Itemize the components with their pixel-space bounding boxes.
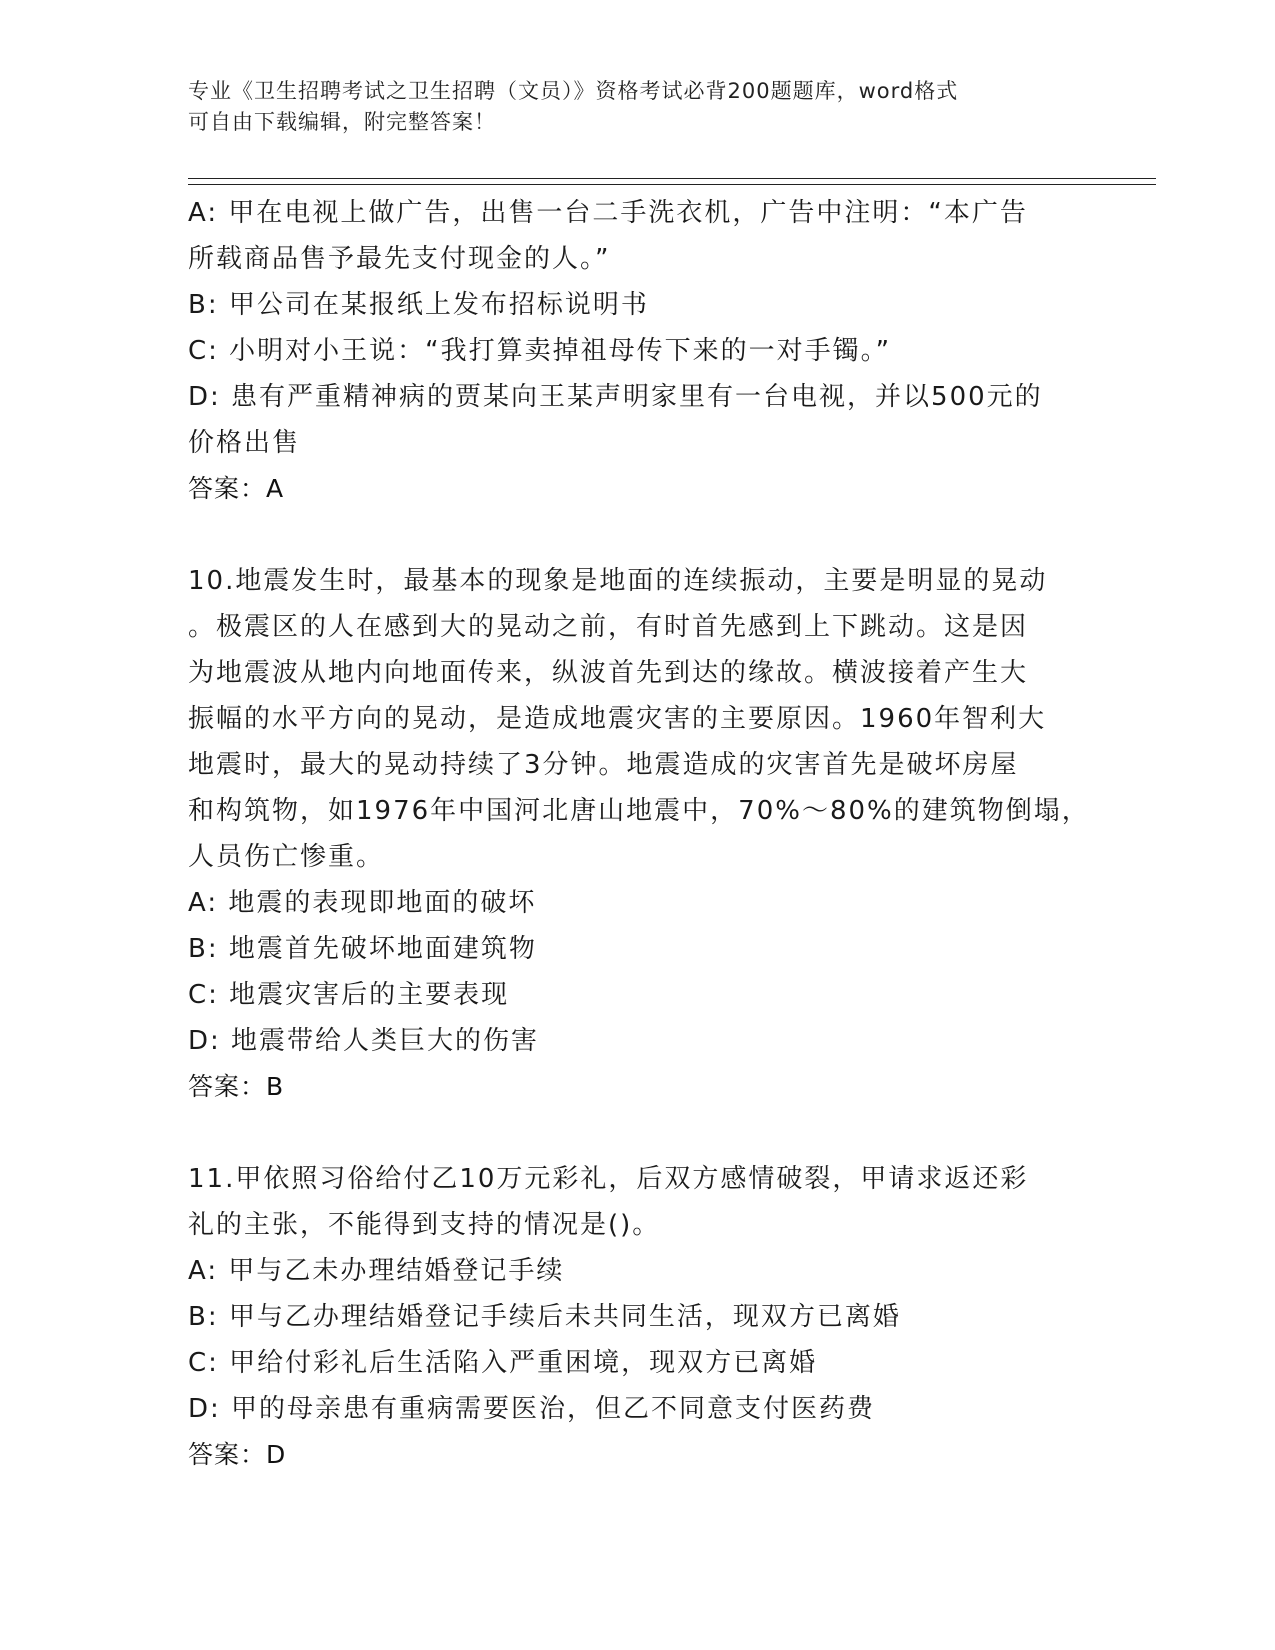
q9-option-d-line-2: 价格出售	[188, 428, 301, 458]
q11-stem-line-1: 11.甲依照习俗给付乙10万元彩礼，后双方感情破裂，甲请求返还彩	[188, 1164, 1029, 1194]
q10-stem-line-5: 地震时，最大的晃动持续了3分钟。地震造成的灾害首先是破坏房屋	[188, 750, 1019, 780]
question-11-block	[188, 1156, 1088, 1478]
q10-stem-line-1: 10.地震发生时，最基本的现象是地面的连续振动，主要是明显的晃动	[188, 566, 1048, 596]
q10-option-b: B: 地震首先破坏地面建筑物	[188, 934, 537, 964]
q9-option-d-line-1: D: 患有严重精神病的贾某向王某声明家里有一台电视，并以500元的	[188, 382, 1043, 412]
q10-stem-line-7: 人员伤亡惨重。	[188, 842, 385, 872]
header-title-line-2: 可自由下载编辑，附完整答案！	[188, 110, 496, 134]
q11-answer: 答案：D	[188, 1440, 287, 1469]
header-title-line-1: 专业《卫生招聘考试之卫生招聘（文员）》资格考试必背200题题库，word格式	[188, 79, 959, 103]
question-10-block	[188, 558, 1088, 1110]
question-spacer	[188, 1110, 1088, 1156]
q11-option-d: D: 甲的母亲患有重病需要医治，但乙不同意支付医药费	[188, 1394, 876, 1424]
q10-option-d: D: 地震带给人类巨大的伤害	[188, 1026, 540, 1056]
q10-stem-line-2: 。极震区的人在感到大的晃动之前，有时首先感到上下跳动。这是因	[188, 612, 1029, 642]
q9-option-a-line-1: A: 甲在电视上做广告，出售一台二手洗衣机，广告中注明：“本广告	[188, 198, 1028, 228]
q11-option-b: B: 甲与乙办理结婚登记手续后未共同生活，现双方已离婚	[188, 1302, 901, 1332]
q10-stem-line-6: 和构筑物，如1976年中国河北唐山地震中，70%～80%的建筑物倒塌，	[188, 796, 1090, 826]
document-header	[188, 76, 1068, 138]
question-spacer	[188, 512, 1088, 558]
q10-stem-line-4: 振幅的水平方向的晃动，是造成地震灾害的主要原因。1960年智利大	[188, 704, 1047, 734]
q9-answer: 答案：A	[188, 474, 285, 503]
q10-option-a: A: 地震的表现即地面的破坏	[188, 888, 537, 918]
q9-option-b: B: 甲公司在某报纸上发布招标说明书	[188, 290, 649, 320]
q11-stem-line-2: 礼的主张，不能得到支持的情况是()。	[188, 1210, 661, 1240]
question-9-block	[188, 190, 1088, 512]
q9-option-c: C: 小明对小王说：“我打算卖掉祖母传下来的一对手镯。”	[188, 336, 892, 366]
q10-stem-line-3: 为地震波从地内向地面传来，纵波首先到达的缘故。横波接着产生大	[188, 658, 1029, 688]
q10-answer: 答案：B	[188, 1072, 285, 1101]
header-rule-bottom	[188, 184, 1156, 185]
q9-option-a-line-2: 所载商品售予最先支付现金的人。”	[188, 244, 611, 274]
header-rule-top	[188, 178, 1156, 179]
q11-option-a: A: 甲与乙未办理结婚登记手续	[188, 1256, 565, 1286]
q10-option-c: C: 地震灾害后的主要表现	[188, 980, 510, 1010]
q11-option-c: C: 甲给付彩礼后生活陷入严重困境，现双方已离婚	[188, 1348, 818, 1378]
question-content	[188, 190, 1088, 1478]
